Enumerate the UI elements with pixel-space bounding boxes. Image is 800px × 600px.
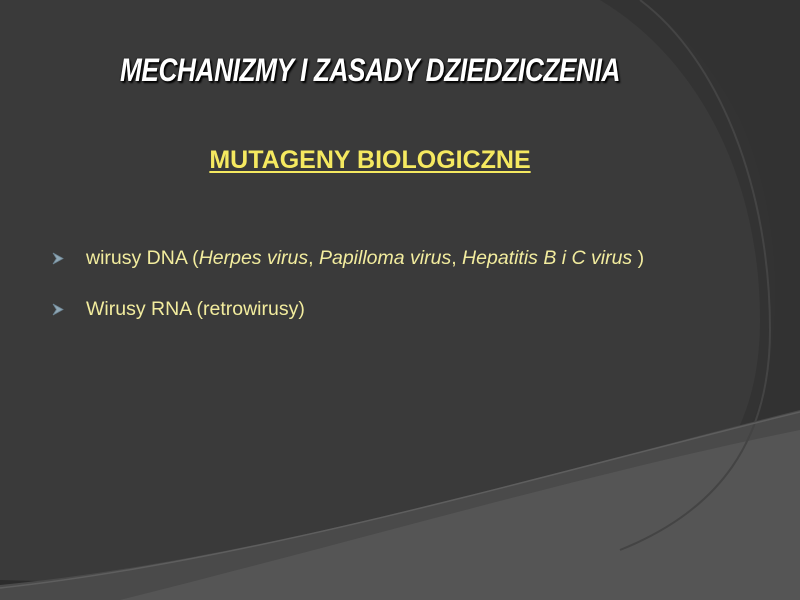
- bullet-text-virus-name: Papilloma virus: [318, 247, 452, 269]
- bullet-text-part: ,: [308, 247, 319, 269]
- bullet-text-virus-name: Herpes virus: [198, 247, 309, 269]
- bullet-text-part: ,: [451, 247, 463, 269]
- slide-title: MECHANIZMY I ZASADY DZIEDZICZENIA: [119, 52, 621, 88]
- slide-subtitle: MUTAGENY BIOLOGICZNE: [209, 146, 531, 174]
- bullet-list: [52, 240, 688, 342]
- bullet-item-rna-viruses: [52, 291, 688, 328]
- bullet-item-dna-viruses: [52, 240, 688, 277]
- arrowhead-bullet-icon: [52, 303, 64, 316]
- bullet-text-part: wirusy DNA (: [86, 247, 199, 269]
- bullet-text-part: Wirusy RNA (retrowirusy): [86, 298, 305, 320]
- arrowhead-bullet-icon: [52, 252, 64, 265]
- bullet-text-part: ): [632, 247, 645, 269]
- bullet-text-virus-name: Hepatitis B i C virus: [462, 247, 633, 269]
